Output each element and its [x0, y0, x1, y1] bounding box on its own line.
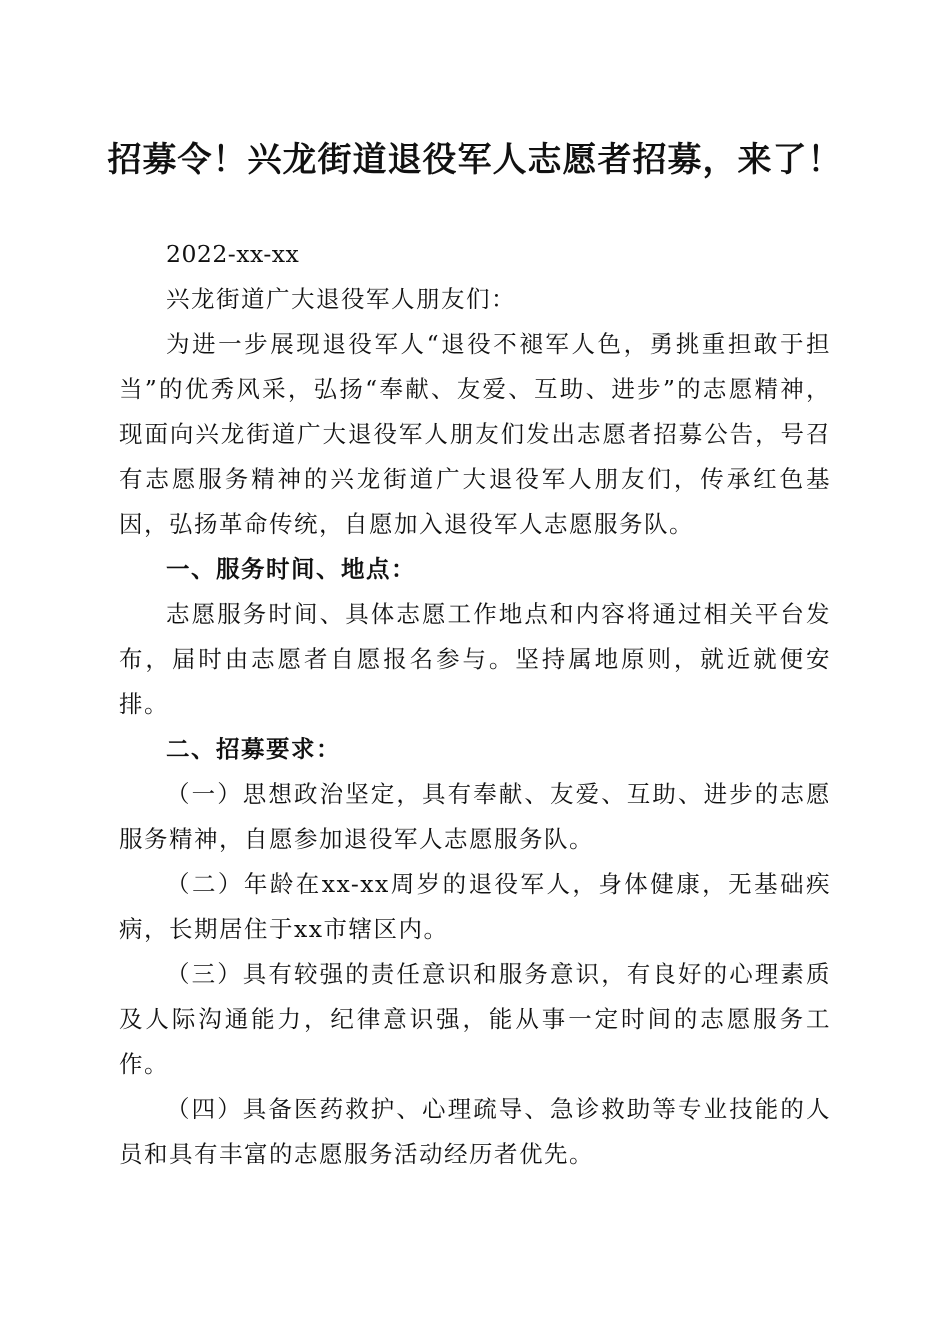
intro-paragraph: 为进一步展现退役军人“退役不褪军人色，勇挑重担敢于担当”的优秀风采，弘扬“奉献、友爱、互助、进步”的志愿精神，现面向兴龙街道广大退役军人朋友们发出志愿者招募公告，号召有志愿服务精神的兴龙街道广大退役军人朋友们，传承红色基因，弘扬革命传统，自愿加入退役军人志愿服务队。 — [119, 330, 831, 538]
requirement-item-3: （三）具有较强的责任意识和服务意识，有良好的心理素质及人际沟通能力，纪律意识强，能从事一定时间的志愿服务工作。 — [119, 960, 831, 1078]
salutation: 兴龙街道广大退役军人朋友们： — [166, 285, 516, 313]
service-time-paragraph: 志愿服务时间、具体志愿工作地点和内容将通过相关平台发布，届时由志愿者自愿报名参与。坚持属地原则，就近就便安排。 — [119, 600, 831, 718]
requirement-item-4: （四）具备医药救护、心理疏导、急诊救助等专业技能的人员和具有丰富的志愿服务活动经历者优先。 — [119, 1095, 831, 1168]
requirement-item-1: （一）思想政治坚定，具有奉献、友爱、互助、进步的志愿服务精神，自愿参加退役军人志愿服务队。 — [119, 780, 831, 853]
section-heading-requirements: 二、招募要求： — [166, 735, 341, 763]
document-body — [119, 232, 831, 1177]
requirement-item-2: （二）年龄在xx-xx周岁的退役军人，身体健康，无基础疾病，长期居住于xx市辖区内。 — [119, 870, 831, 943]
document-title: 招募令！兴龙街道退役军人志愿者招募，来了！ — [107, 140, 843, 180]
section-heading-service-time: 一、服务时间、地点： — [166, 555, 416, 583]
document-date: 2022-xx-xx — [166, 240, 300, 268]
